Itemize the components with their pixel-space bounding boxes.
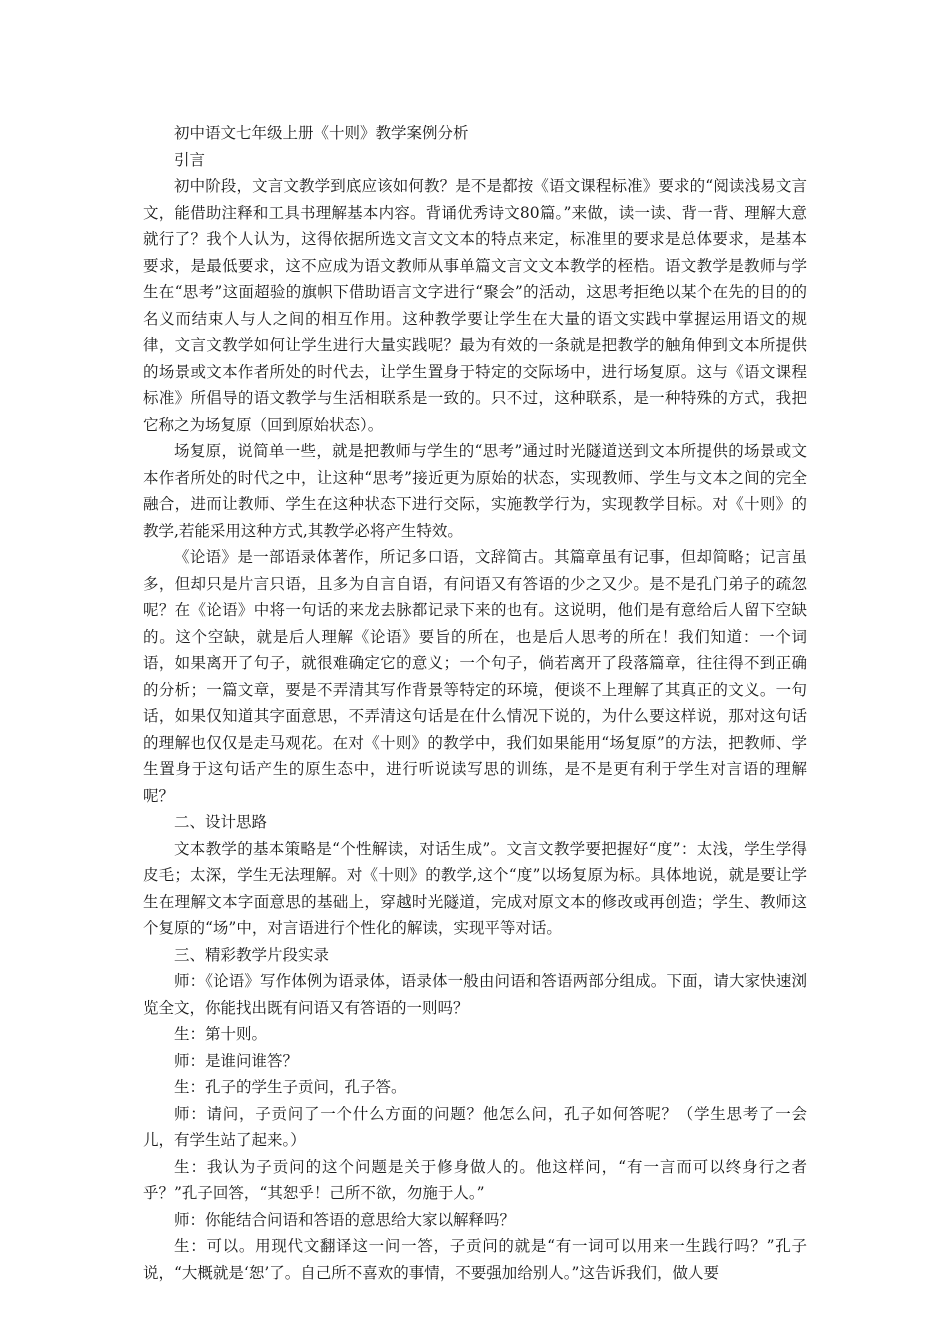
document-title: 初中语文七年级上册《十则》教学案例分析 [174, 124, 469, 142]
body-paragraph: 初中阶段，文言文教学到底应该如何教？是不是都按《语文课程标准》要求的“阅读浅易文言文，能借助注释和工具书理解基本内容。背诵优秀诗文80篇。”来做，读一读、背一背、理解大意就行了？我个人认为，这得依据所选文言文文本的特点来定，标准里的要求是总体要求，是基本要求，是最低要求，这不应成为语文教师从事单篇文言文文本教学的桎梏。语文教学是教师与学生在“思考”这面超验的旗帜下借助语言文字进行“聚会”的活动，这思考拒绝以某个在先的目的的名义而结束人与人之间的相互作用。这种教学要让学生在大量的语文实践中掌握运用语文的规律，文言文教学如何让学生进行大量实践呢？最为有效的一条就是把教学的触角伸到文本所提供的场景或文本作者所处的时代去，让学生置身于特定的交际场中，进行场复原。这与《语文课程标准》所倡导的语文教学与生活相联系是一致的。只不过，这种联系，是一种特殊的方式，我把它称之为场复原（回到原始状态）。 [143, 177, 807, 434]
body-paragraph: 《论语》是一部语录体著作，所记多口语，文辞简古。其篇章虽有记事，但却简略；记言虽多，但却只是片言只语，且多为自言自语，有问语又有答语的少之又少。是不是孔门弟子的疏忽呢？在《论语》中将一句话的来龙去脉都记录下来的也有。这说明，他们是有意给后人留下空缺的。这个空缺，就是后人理解《论语》要旨的所在，也是后人思考的所在！我们知道：一个词语，如果离开了句子，就很难确定它的意义；一个句子，倘若离开了段落篇章，往往得不到正确的分析；一篇文章，要是不弄清其写作背景等特定的环境，便谈不上理解了其真正的文义。一句话，如果仅知道其字面意思，不弄清这句话是在什么情况下说的，为什么要这样说，那对这句话的理解也仅仅是走马观花。在对《十则》的教学中，我们如果能用“场复原”的方法，把教师、学生置身于这句话产生的原生态中，进行听说读写思的训练，是不是更有利于学生对言语的理解呢？ [143, 548, 807, 805]
dialogue-line: 师：是谁问谁答？ [174, 1051, 299, 1070]
dialogue-line: 生：我认为子贡问的这个问题是关于修身做人的。他这样问，“有一言而可以终身行之者乎？”孔子回答，“其恕乎！己所不欲，勿施于人。” [143, 1157, 807, 1202]
section-heading: 二、设计思路 [174, 813, 268, 831]
dialogue-line: 生：第十则。 [174, 1025, 268, 1043]
dialogue-line: 师：请问，子贡问了一个什么方面的问题？他怎么问，孔子如何答呢？（学生思考了一会儿，有学生站了起来。） [143, 1104, 807, 1149]
section-heading: 三、精彩教学片段实录 [174, 945, 330, 964]
dialogue-line: 师：《论语》写作体例为语录体，语录体一般由问语和答语两部分组成。下面，请大家快速浏览全文，你能找出既有问语又有答语的一则吗？ [143, 972, 807, 1017]
document-page [143, 120, 807, 1286]
dialogue-line: 师：你能结合问语和答语的意思给大家以解释吗？ [174, 1210, 516, 1229]
dialogue-line: 生：孔子的学生子贡问，孔子答。 [174, 1078, 407, 1096]
dialogue-line: 生：可以。用现代文翻译这一问一答，子贡问的就是“有一词可以用来一生践行吗？”孔子说，“大概就是‘恕’了。自己所不喜欢的事情，不要强加给别人。”这告诉我们，做人要 [143, 1237, 807, 1282]
body-paragraph: 文本教学的基本策略是“个性解读，对话生成”。文言文教学要把握好“度”：太浅，学生学得皮毛；太深，学生无法理解。对《十则》的教学,这个“度”以场复原为标。具体地说，就是要让学生在理解文本字面意思的基础上，穿越时光隧道，完成对原文本的修改或再创造；学生、教师这个复原的“场”中，对言语进行个性化的解读，实现平等对话。 [143, 839, 807, 937]
heading-intro: 引言 [174, 150, 206, 169]
body-paragraph: 场复原，说简单一些，就是把教师与学生的“思考”通过时光隧道送到文本所提供的场景或文本作者所处的时代之中，让这种“思考”接近更为原始的状态，实现教师、学生与文本之间的完全融合，进而让教师、学生在这种状态下进行交际，实施教学行为，实现教学目标。对《十则》的教学,若能采用这种方式,其教学必将产生特效。 [143, 442, 807, 540]
